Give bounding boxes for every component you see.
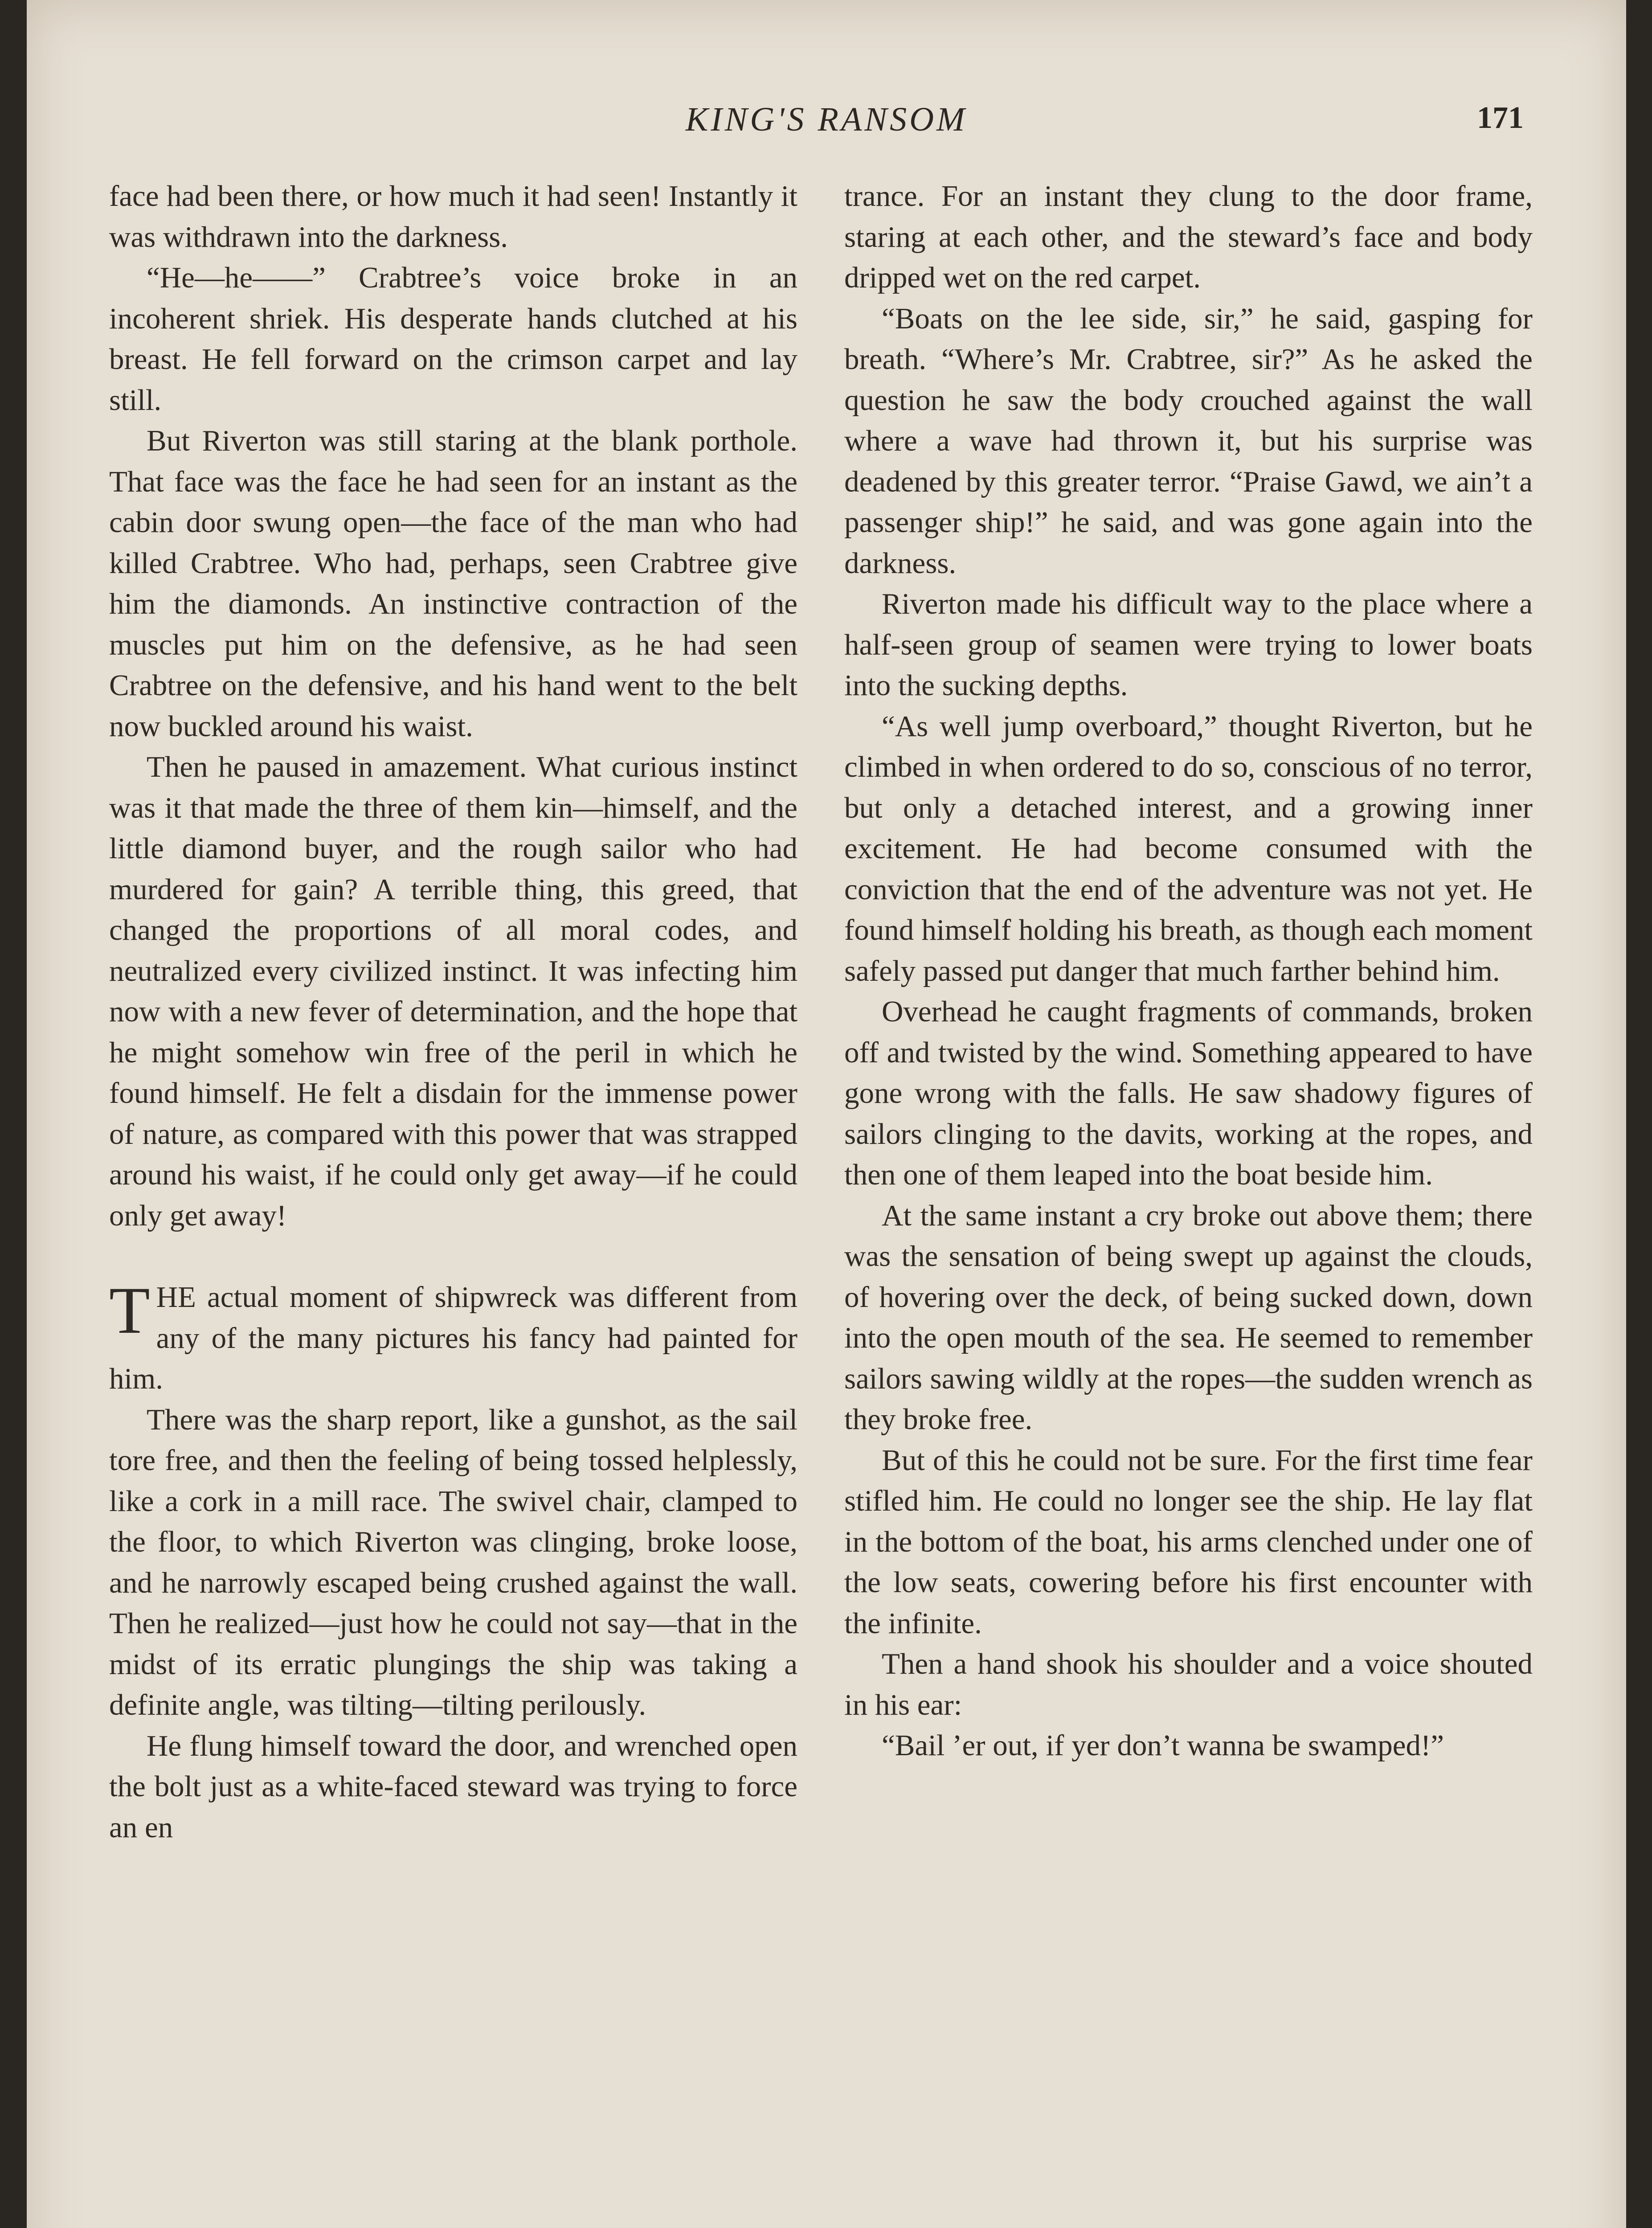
paragraph: Overhead he caught fragments of commands, broken off and twisted by the wind. Something appeared to have gone wrong with the falls. He saw shadowy figures of sailors clinging to the davits, working at the ropes, and then one of them leaped into the boat beside him. bbox=[844, 995, 1533, 1191]
paragraph: “He—he——” Crabtree’s voice broke in an incoherent shriek. His desperate hands clutched at his breast. He fell forward on the crimson carpet and lay still. bbox=[109, 261, 797, 417]
left-column bbox=[109, 176, 797, 1848]
page-header bbox=[27, 96, 1626, 149]
paragraph: But Riverton was still staring at the blank porthole. That face was the face he had seen for an instant as the cabin door swung open—the face of the man who had killed Crabtree. Who had, perhaps, seen Crabtree give him the diamonds. An instinctive contraction of the muscles put him on the defensive, as he had seen Crabtree on the defensive, and his hand went to the belt now buckled around his waist. bbox=[109, 424, 797, 743]
paragraph-text: HE actual moment of shipwreck was different from any of the many pictures his fancy had painted for him. bbox=[109, 1281, 797, 1395]
paragraph: He flung himself toward the door, and wrenched open the bolt just as a white-faced steward was trying to force an en bbox=[109, 1729, 797, 1844]
paragraph: face had been there, or how much it had seen! Instantly it was withdrawn into the darkness. bbox=[109, 180, 797, 254]
paragraph: Then a hand shook his shoulder and a voice shouted in his ear: bbox=[844, 1647, 1533, 1721]
paragraph: “As well jump overboard,” thought Riverton, but he climbed in when ordered to do so, conscious of no terror, but only a detached interest, and a growing inner excitement. He had become consumed with the conviction that the end of the adventure was not yet. He found himself holding his breath, as though each moment safely passed put danger that much farther behind him. bbox=[844, 709, 1533, 987]
magazine-page bbox=[27, 0, 1626, 2228]
paragraph: “Boats on the lee side, sir,” he said, gasping for breath. “Where’s Mr. Crabtree, sir?” As he asked the question he saw the body crouched against the wall where a wave had thrown it, but his surprise was deadened by this greater terror. “Praise Gawd, we ain’t a passenger ship!” he said, and was gone again into the darkness. bbox=[844, 302, 1533, 580]
section-opening-paragraph bbox=[109, 1274, 797, 1400]
paragraph: At the same instant a cry broke out above them; there was the sensation of being swept up against the clouds, of hovering over the deck, of being sucked down, down into the open mouth of the sea. He seemed to remember sailors sawing wildly at the ropes—the sudden wrench as they broke free. bbox=[844, 1199, 1533, 1436]
paragraph: Riverton made his difficult way to the place where a half-seen group of seamen were trying to lower boats into the sucking depths. bbox=[844, 587, 1533, 702]
paragraph: Then he paused in amazement. What curious instinct was it that made the three of them kin—himself, and the little diamond buyer, and the rough sailor who had murdered for gain? A terrible thing, this greed, that changed the proportions of all moral codes, and neutralized every civilized instinct. It was infecting him now with a new fever of determination, and the hope that he might somehow win free of the peril in which he found himself. He felt a disdain for the immense power of nature, as compared with this power that was strapped around his waist, if he could only get away—if he could only get away! bbox=[109, 750, 797, 1232]
paragraph: There was the sharp report, like a gunshot, as the sail tore free, and then the feeling of being tossed helplessly, like a cork in a mill race. The swivel chair, clamped to the floor, to which Riverton was clinging, broke loose, and he narrowly escaped being crushed against the wall. Then he realized—just how he could not say—that in the midst of its erratic plungings the ship was taking a definite angle, was tilting—tilting perilously. bbox=[109, 1403, 797, 1721]
drop-cap: T bbox=[109, 1274, 150, 1347]
paragraph: “Bail ’er out, if yer don’t wanna be swamped!” bbox=[882, 1729, 1444, 1762]
running-title: KING'S RANSOM bbox=[685, 101, 968, 138]
paragraph: But of this he could not be sure. For the first time fear stifled him. He could no longer see the ship. He lay flat in the bottom of the boat, his arms clenched under one of the low seats, cowering before his first encounter with the infinite. bbox=[844, 1443, 1533, 1640]
page-number: 171 bbox=[1477, 101, 1524, 135]
right-column bbox=[844, 176, 1533, 1766]
paragraph: trance. For an instant they clung to the door frame, staring at each other, and the steward’s face and body dripped wet on the red carpet. bbox=[844, 180, 1533, 294]
